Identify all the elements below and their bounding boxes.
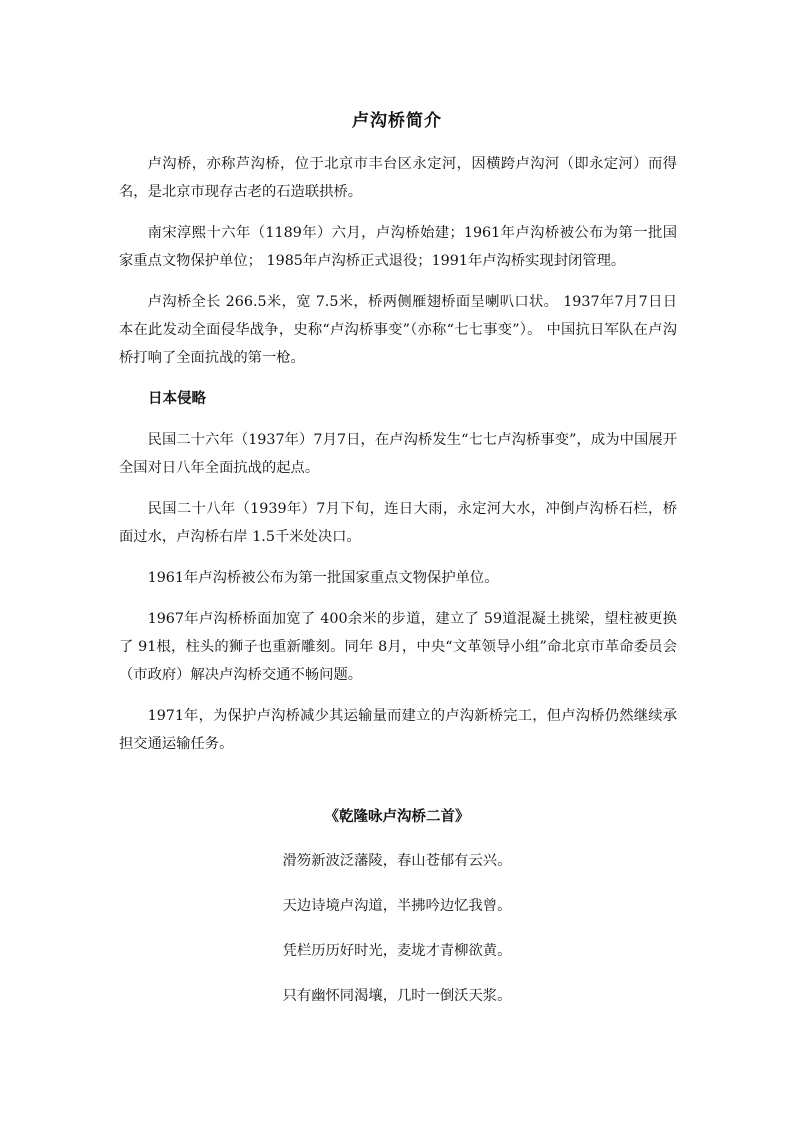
intro-paragraph-2: 南宋淳熙十六年（1189年）六月，卢沟桥始建；1961年卢沟桥被公布为第一批国家重点文物保护单位； 1985年卢沟桥正式退役；1991年卢沟桥实现封闭管理。 <box>119 225 677 269</box>
intro-paragraph-3: 卢沟桥全长 266.5米，宽 7.5米，桥两侧雁翅桥面呈喇叭口状。 1937年7月7日日本在此发动全面侵华战争，史称“卢沟桥事变”（亦称“七七事变”）。 中国抗日军队在卢沟桥打响了全面抗战的第一枪。 <box>119 294 677 366</box>
section-paragraph-4: 1967年卢沟桥桥面加宽了 400余米的步道，建立了 59道混凝土挑梁，望柱被更换了 91根，柱头的狮子也重新雕刻。同年 8月，中央“文革领导小组”命北京市革命委员会（市政府）解决卢沟桥交通不畅问题。 <box>119 611 677 683</box>
section-paragraph-1: 民国二十六年（1937年）7月7日，在卢沟桥发生“七七卢沟桥事变”，成为中国展开全国对日八年全面抗战的起点。 <box>119 432 677 476</box>
section-paragraph-5: 1971年，为保护卢沟桥减少其运输量而建立的卢沟新桥完工，但卢沟桥仍然继续承担交通运输任务。 <box>119 708 677 752</box>
intro-paragraph-1: 卢沟桥，亦称芦沟桥，位于北京市丰台区永定河，因横跨卢沟河（即永定河）而得名，是北京市现存古老的石造联拱桥。 <box>119 156 677 200</box>
section-paragraph-2: 民国二十八年（1939年）7月下旬，连日大雨，永定河大水，冲倒卢沟桥石栏，桥面过水，卢沟桥右岸 1.5千米处决口。 <box>119 501 677 545</box>
poem-line: 滑笏新波泛藩陵，春山苍郁有云兴。 <box>282 853 512 869</box>
section-paragraph-3: 1961年卢沟桥被公布为第一批国家重点文物保护单位。 <box>147 570 499 586</box>
section-heading: 日本侵略 <box>148 390 206 407</box>
poem-line: 只有幽怀同渴壤，几时一倒沃天浆。 <box>282 988 512 1004</box>
poem-line: 天边诗境卢沟道，半拂吟边忆我曾。 <box>282 898 512 914</box>
poem-line: 凭栏历历好时光，麦垅才青柳欲黄。 <box>282 943 512 959</box>
document-body <box>119 150 677 771</box>
poem-title: 《乾隆咏卢沟桥二首》 <box>324 808 470 825</box>
document-title: 卢沟桥简介 <box>352 111 442 131</box>
